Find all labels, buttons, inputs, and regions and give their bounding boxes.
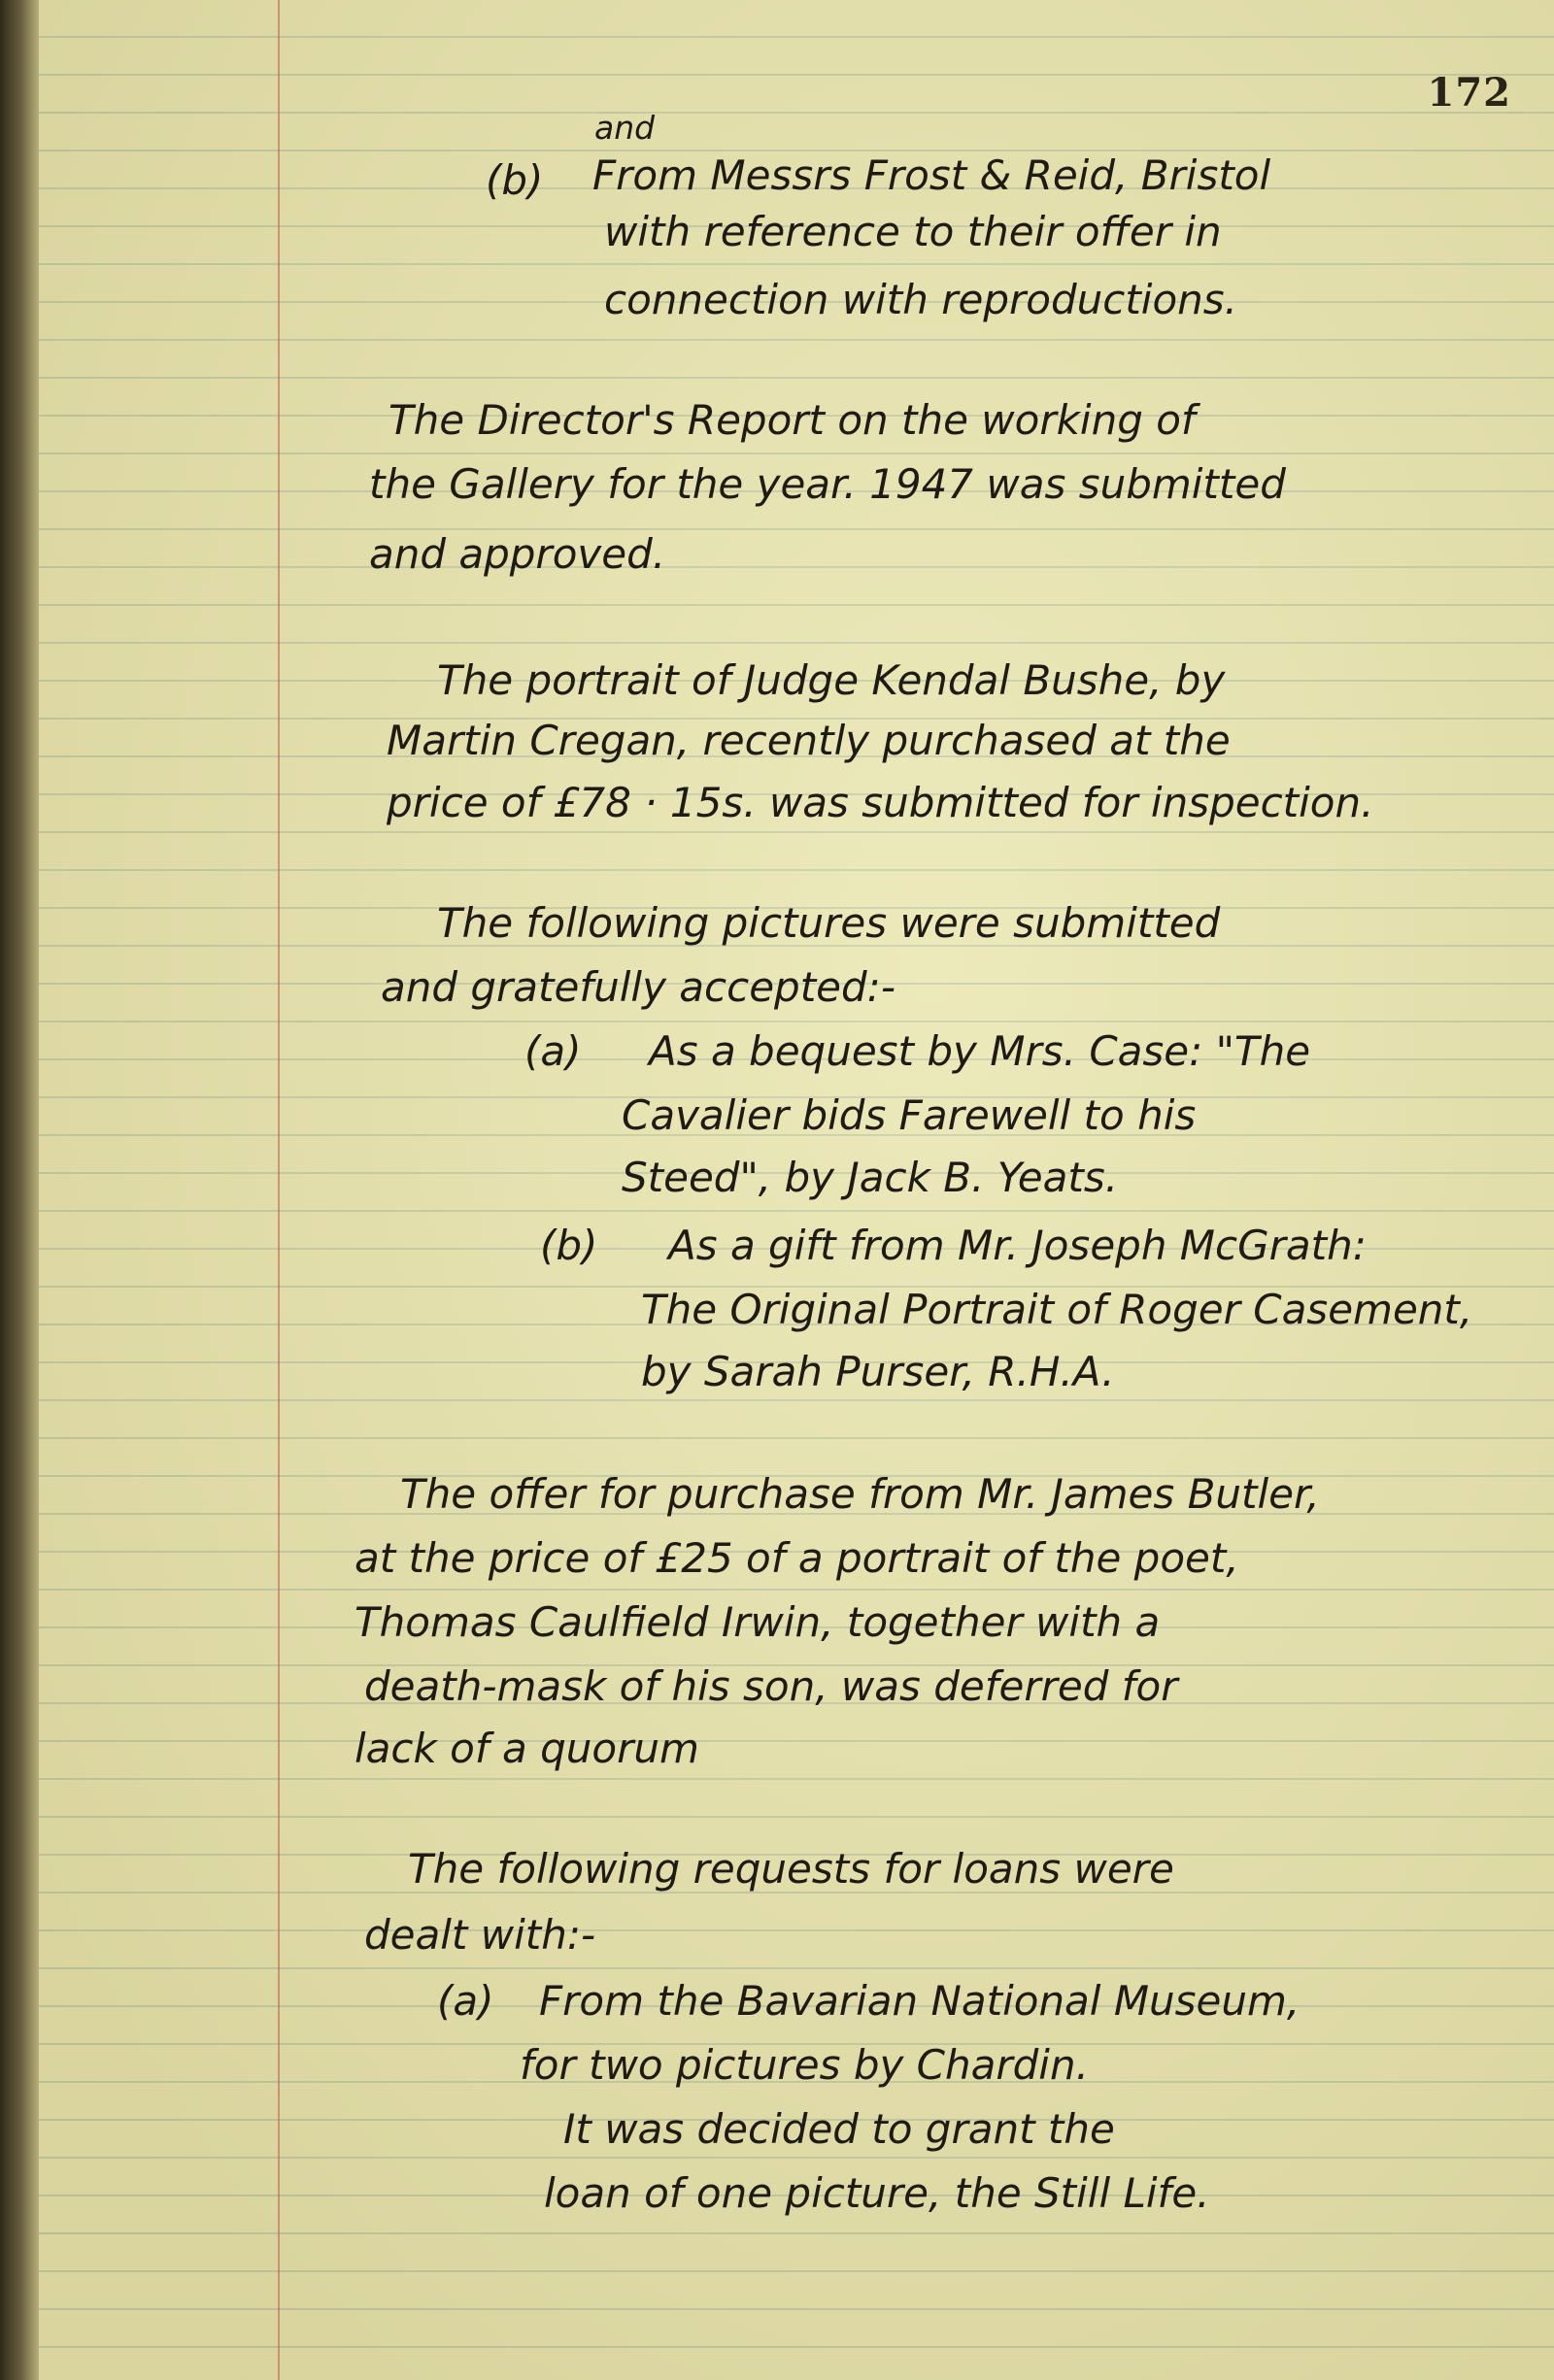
margin-rule <box>278 0 280 2380</box>
director-report-line-1: The Director's Report on the working of <box>388 396 1196 444</box>
loan-item-a-label: (a) <box>437 1977 494 2025</box>
gift-item-a-line-3: Steed", by Jack B. Yeats. <box>622 1154 1119 1201</box>
director-report-line-2: the Gallery for the year. 1947 was submitted <box>369 460 1286 508</box>
gift-item-a-line-1: As a bequest by Mrs. Case: "The <box>649 1027 1311 1075</box>
frost-reid-line-1: From Messrs Frost & Reid, Bristol <box>592 151 1271 199</box>
frost-reid-line-3: connection with reproductions. <box>604 276 1238 323</box>
butler-offer-line-5: lack of a quorum <box>355 1725 699 1772</box>
butler-offer-line-1: The offer for purchase from Mr. James Butler, <box>400 1470 1320 1518</box>
butler-offer-line-3: Thomas Caulfield Irwin, together with a <box>355 1598 1161 1646</box>
loan-item-a-line-1: From the Bavarian National Museum, <box>539 1977 1301 2025</box>
page-number: 172 <box>1427 70 1511 116</box>
gift-item-b-line-1: As a gift from Mr. Joseph McGrath: <box>668 1222 1367 1269</box>
gift-item-b-label: (b) <box>540 1222 598 1269</box>
loan-requests-line-2: dealt with:- <box>364 1911 596 1959</box>
item-label-b: (b) <box>486 156 544 204</box>
book-binding-edge <box>0 0 39 2380</box>
gift-item-b-line-3: by Sarah Purser, R.H.A. <box>641 1348 1115 1395</box>
loan-requests-line-1: The following requests for loans were <box>408 1845 1174 1893</box>
bushe-portrait-line-1: The portrait of Judge Kendal Bushe, by <box>437 656 1226 704</box>
loan-item-a-line-3: It was decided to grant the <box>563 2105 1115 2153</box>
gift-item-a-label: (a) <box>524 1027 582 1075</box>
insertion-and: and <box>594 109 656 147</box>
pictures-accepted-line-1: The following pictures were submitted <box>437 899 1221 947</box>
loan-item-a-line-4: loan of one picture, the Still Life. <box>544 2169 1210 2217</box>
gift-item-b-line-2: The Original Portrait of Roger Casement, <box>641 1286 1473 1333</box>
pictures-accepted-line-2: and gratefully accepted:- <box>381 963 895 1011</box>
frost-reid-line-2: with reference to their offer in <box>604 208 1222 255</box>
director-report-line-3: and approved. <box>369 530 666 578</box>
bushe-portrait-line-3: price of £78 · 15s. was submitted for inspection. <box>387 779 1374 826</box>
butler-offer-line-2: at the price of £25 of a portrait of the poet, <box>355 1534 1239 1582</box>
loan-item-a-line-2: for two pictures by Chardin. <box>520 2041 1089 2089</box>
gift-item-a-line-2: Cavalier bids Farewell to his <box>622 1091 1197 1139</box>
bushe-portrait-line-2: Martin Cregan, recently purchased at the <box>387 717 1231 764</box>
butler-offer-line-4: death-mask of his son, was deferred for <box>364 1662 1178 1710</box>
